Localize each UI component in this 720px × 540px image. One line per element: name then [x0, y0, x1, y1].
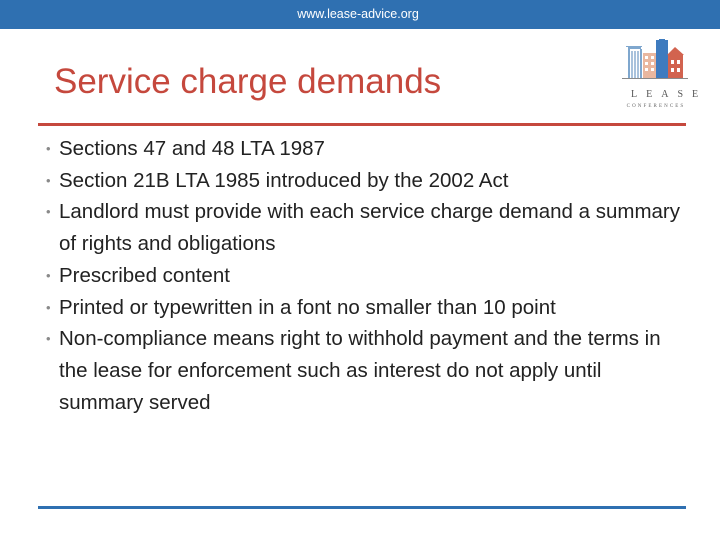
bullet-icon: • [46, 267, 51, 283]
bullet-icon: • [46, 331, 51, 347]
bullet-text: Sections 47 and 48 LTA 1987 [59, 137, 325, 160]
list-item [46, 323, 686, 418]
footer-divider [38, 506, 686, 509]
bullet-icon: • [46, 141, 51, 156]
bullet-text: Non-compliance means right to withhold payment and the terms in the lease for enforcement such as interest do not apply until summary served [59, 327, 661, 414]
bullet-text: Prescribed content [59, 263, 230, 287]
buildings-icon [622, 37, 688, 87]
header-bar [0, 0, 720, 29]
bullet-list [46, 133, 686, 418]
title-divider [38, 123, 686, 126]
bullet-text: Section 21B LTA 1985 introduced by the 2002 Act [59, 168, 509, 192]
bullet-text: Landlord must provide with each service charge demand a summary of rights and obligations [59, 200, 680, 256]
header-url: www.lease-advice.org [297, 7, 419, 21]
list-item [46, 165, 686, 197]
lease-conferences-logo [622, 37, 708, 113]
bullet-text: Printed or typewritten in a font no smaller than 10 point [59, 295, 556, 319]
list-item [46, 292, 686, 324]
bullet-icon: • [46, 172, 51, 188]
bullet-icon: • [46, 299, 51, 315]
list-item [46, 196, 686, 259]
slide-title: Service charge demands [54, 62, 442, 101]
logo-wordmark: LEASE [631, 89, 708, 100]
bullet-icon: • [46, 204, 51, 220]
list-item [46, 260, 686, 292]
list-item [46, 133, 686, 165]
logo-subtitle: CONFERENCES [626, 104, 686, 109]
